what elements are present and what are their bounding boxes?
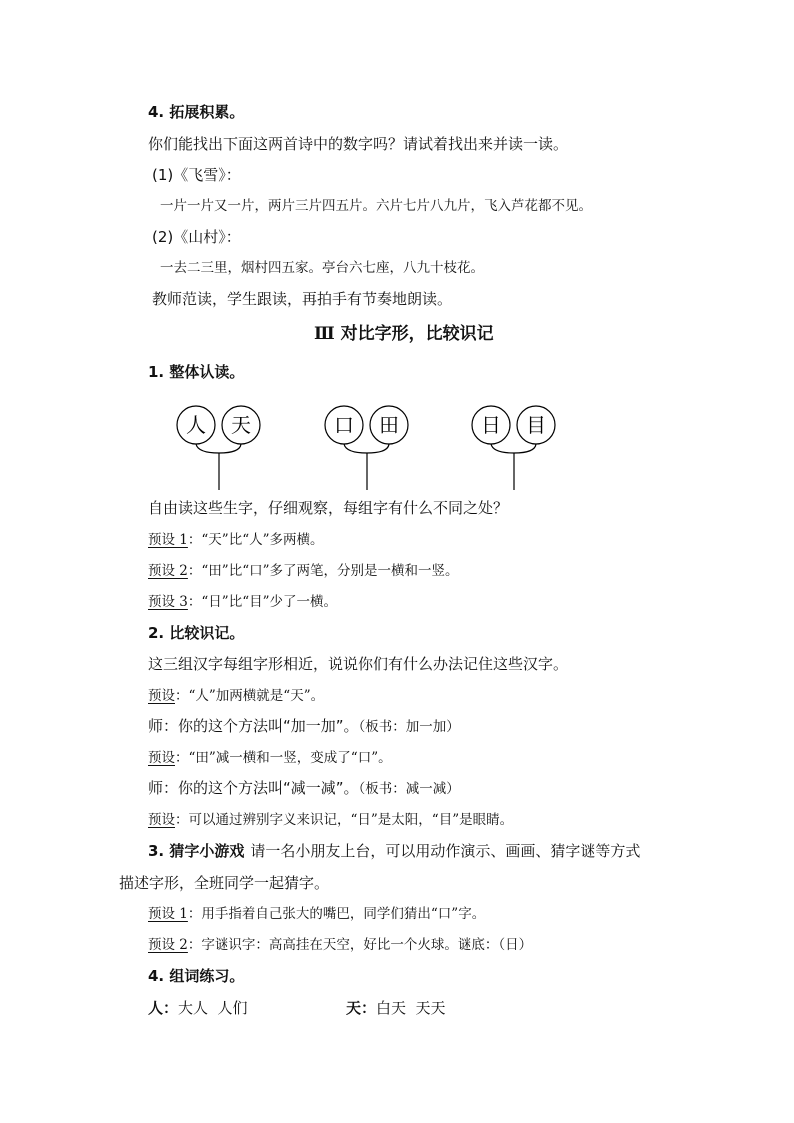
step3-text-cont: 描述字形，全班同学一起猜字。 — [119, 874, 330, 892]
teacher-row — [148, 716, 460, 737]
char-group-1 — [177, 406, 260, 490]
word-group-char: 天： — [346, 999, 377, 1017]
preset-row — [148, 904, 485, 924]
preset-row — [148, 592, 337, 612]
poem1-label: (1)《飞雪》： — [152, 166, 241, 184]
char-group-2 — [325, 406, 408, 490]
preset-label: 预设 — [148, 812, 175, 828]
char-tian-sky: 天 — [231, 413, 251, 437]
step3-row — [148, 841, 640, 861]
word-group — [148, 998, 248, 1018]
teacher-row — [148, 778, 460, 799]
preset-label: 预设 2 — [148, 563, 188, 579]
word-group-words: 大人 人们 — [178, 999, 248, 1017]
preset-text: ：用手指着自己张大的嘴巴，同学们猜出“口”字。 — [187, 906, 486, 922]
preset-row — [148, 810, 513, 830]
preset-text: ：“日”比“目”少了一横。 — [187, 594, 337, 610]
teacher-note: 教师范读，学生跟读，再拍手有节奏地朗读。 — [152, 290, 453, 308]
step2-intro: 这三组汉字每组字形相近，说说你们有什么办法记住这些汉字。 — [148, 655, 569, 673]
preset-row — [148, 686, 324, 706]
char-group-3 — [472, 406, 555, 490]
char-mu: 目 — [526, 413, 546, 437]
word-group — [346, 998, 446, 1018]
preset-text: ：可以通过辨别字义来识记，“日”是太阳，“目”是眼睛。 — [175, 812, 514, 828]
word-group-words: 白天 天天 — [376, 999, 446, 1017]
poem2-text: 一去二三里，烟村四五家。亭台六七座，八九十枝花。 — [160, 260, 484, 276]
step3-text: 请一名小朋友上台，可以用动作演示、画画、猜字谜等方式 — [250, 842, 641, 860]
teacher-remark: 师：你的这个方法叫“加一加”。 — [148, 717, 359, 735]
preset-text: ：“田”比“口”多了两笔，分别是一横和一竖。 — [187, 563, 459, 579]
preset-text: ：字谜识字：高高挂在天空，好比一个火球。谜底：（日） — [187, 937, 533, 953]
word-group-char: 人： — [148, 999, 179, 1017]
preset-label: 预设 1 — [148, 906, 188, 922]
step4-heading: 4. 组词练习。 — [148, 967, 245, 985]
char-ren: 人 — [186, 413, 206, 437]
preset-text: ：“田”减一横和一竖，变成了“口”。 — [175, 750, 392, 766]
preset-label: 预设 — [148, 688, 175, 704]
preset-text: ：“人”加两横就是“天”。 — [175, 688, 325, 704]
poem1-text: 一片一片又一片，两片三片四五片。六片七片八九片，飞入芦花都不见。 — [160, 198, 592, 214]
preset-row — [148, 935, 532, 955]
char-ri: 日 — [481, 413, 501, 437]
teacher-remark: 师：你的这个方法叫“减一减”。 — [148, 779, 359, 797]
board-note: （板书：减一减） — [358, 781, 460, 797]
step2-heading: 2. 比较识记。 — [148, 624, 245, 642]
char-kou: 口 — [334, 413, 354, 437]
preset-row — [148, 530, 324, 550]
preset-label: 预设 3 — [148, 594, 188, 610]
character-tree-diagram — [160, 398, 580, 494]
section-title: Ⅲ 对比字形，比较识记 — [314, 324, 494, 344]
step3-heading: 3. 猜字小游戏 — [148, 842, 245, 860]
preset-row — [148, 561, 459, 581]
preset-row — [148, 748, 392, 768]
char-tian-field: 田 — [379, 413, 399, 437]
preset-label: 预设 2 — [148, 937, 188, 953]
preset-label: 预设 — [148, 750, 175, 766]
section4-intro: 你们能找出下面这两首诗中的数字吗？请试着找出来并读一读。 — [148, 135, 569, 153]
step1-heading: 1. 整体认读。 — [148, 363, 245, 381]
preset-label: 预设 1 — [148, 532, 188, 548]
section4-heading: 4. 拓展积累。 — [148, 103, 245, 121]
step1-question: 自由读这些生字，仔细观察，每组字有什么不同之处？ — [148, 499, 509, 517]
board-note: （板书：加一加） — [358, 719, 460, 735]
poem2-label: (2)《山村》： — [152, 228, 241, 246]
preset-text: ：“天”比“人”多两横。 — [187, 532, 324, 548]
